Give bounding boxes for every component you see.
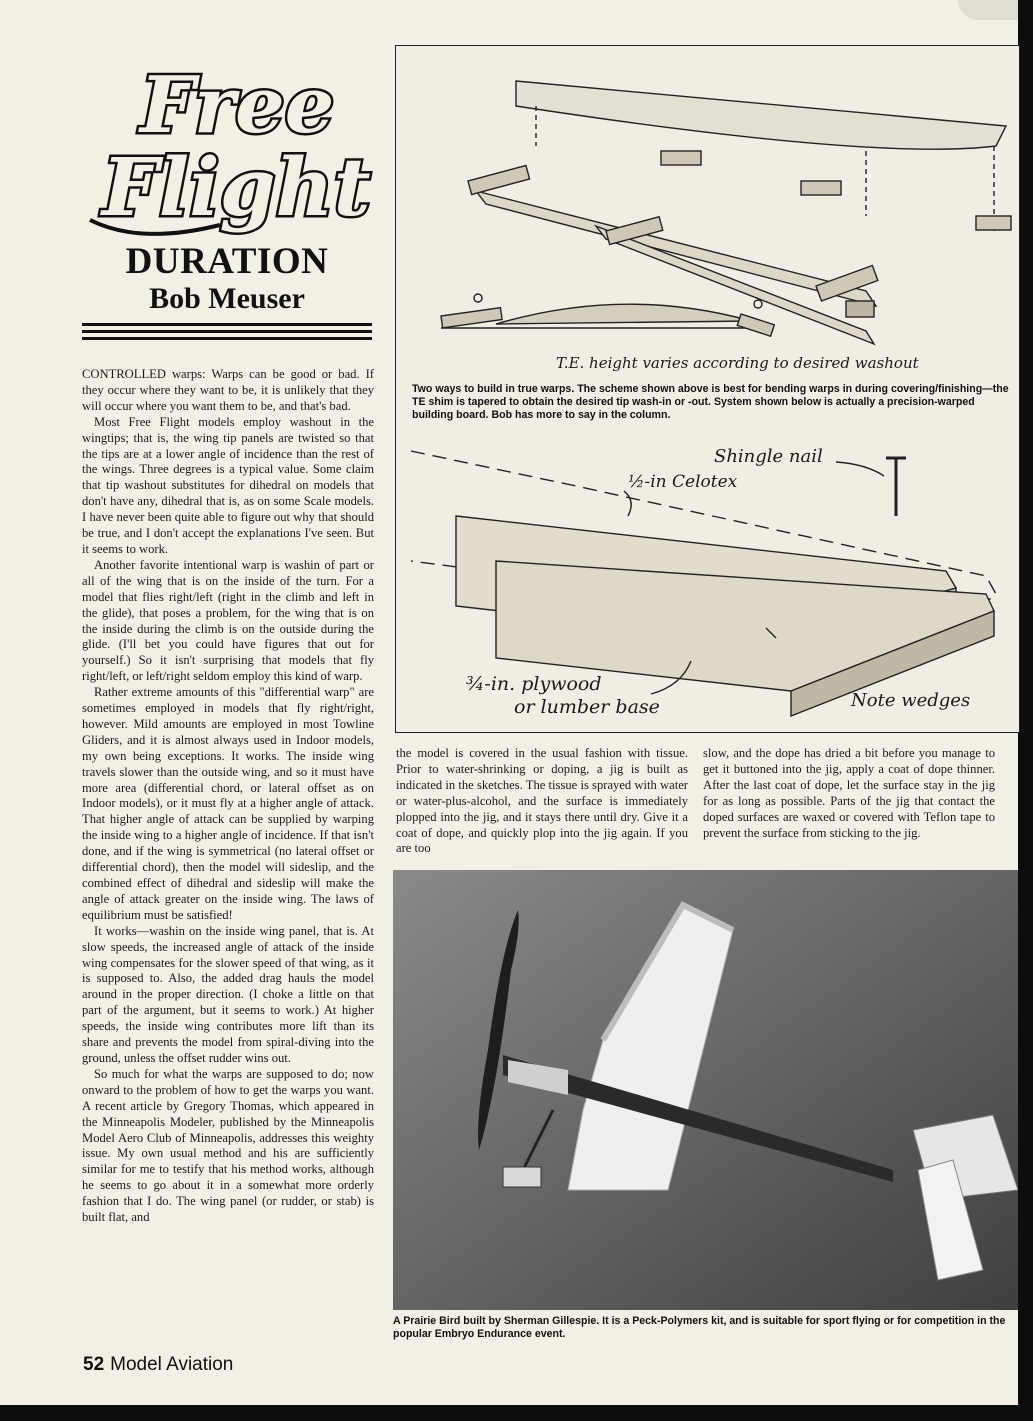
paragraph: So much for what the warps are supposed to do; now onward to the problem of how to get the warps you want. A recent article by Gregory Thomas, which appeared in the Minneapolis Modeler, published by the Minneapolis Model Aero Club of Minneapolis, addresses this weighty issue. My own usual method and his are sufficiently similar for me to testify that his method works, although he seems to go about it in a somewhat more orderly fashion that I do. The wing panel (or rudder, or stab) is built flat, and xyxy=(82,1066,374,1225)
article-column-3 xyxy=(703,746,995,841)
page-corner-fold xyxy=(958,0,1018,20)
label-celotex: ½-in Celotex xyxy=(628,472,738,492)
magazine-name: Model Aviation xyxy=(110,1354,234,1375)
airplane-illustration xyxy=(393,870,1018,1310)
article-byline: Bob Meuser xyxy=(149,282,305,315)
label-note-wedges: Note wedges xyxy=(851,690,971,711)
label-plywood-1: ¾-in. plywood xyxy=(466,673,602,695)
warp-jig-illustration xyxy=(395,45,1020,733)
figure-caption: Two ways to build in true warps. The scheme shown above is best for bending warps in during covering/finishing—the TE shim is tapered to obtain the desired tip wash-in or -out. System shown below is actually a precision-warped building board. Bob has more to say in the column. xyxy=(412,383,1009,421)
free-flight-logo xyxy=(80,40,375,240)
article-headline: DURATION xyxy=(125,241,329,282)
paragraph: slow, and the dope has dried a bit before you manage to get it buttoned into the jig, apply a coat of dope thinner. After the last coat of dope, let the surface stay in the jig for as long as possible. Parts of the jig that contact the doped surfaces are waxed or covered with Teflon tape to prevent the surface from sticking to the jig. xyxy=(703,746,995,840)
model-airplane-photo xyxy=(393,870,1018,1310)
logo-free: Free xyxy=(140,60,335,151)
label-shingle-nail: Shingle nail xyxy=(714,446,823,467)
label-plywood-2: or lumber base xyxy=(514,696,660,718)
header-rules xyxy=(82,323,372,344)
label-te-height: T.E. height varies according to desired washout xyxy=(556,354,919,372)
paragraph: CONTROLLED warps: Warps can be good or bad. If they occur where they want to be, it is unlikely that they will occur where you want them to be, and that's bad. xyxy=(82,367,374,413)
paragraph: the model is covered in the usual fashion with tissue. Prior to water-shrinking or doping, a jig is built as indicated in the sketches. The tissue is sprayed with water or water-plus-alcohol, and the surface is immediately plopped into the jig, and it stays there until dry. Give it a coat of dope, and quickly plop into the jig again. If you are too xyxy=(396,746,688,856)
paragraph: Most Free Flight models employ washout in the wingtips; that is, the wing tip panels are twisted so that the tips are at a lower angle of incidence than the rest of the wings. Three degrees is a typical value. Some claim that tip washout substitutes for dihedral on models that don't have any, dihedral that is, as on some Scale models. I have never been quite able to figure out why that should be true, and I don't accept the explanations I've seen. But it seems to work. xyxy=(82,414,374,556)
paragraph: Rather extreme amounts of this "differential warp" are sometimes employed in models that fly right/right, however. Mild amounts are employed in most Towline Gliders, and it is almost always used in Indoor models, my own being exceptions. It works. The inside wing travels slower than the outside wing, and so it must have more area (differential chord, or lateral offset as on Indoor models), or it must fly at a higher angle of attack. That higher angle of attack can be supplied by warping the inside wing to a higher angle of incidence. If that isn't done, and if the wing is symmetrical (no lateral offset or differential chord), then the model will sideslip, and the combined effect of dihedral and sideslip will make the angle of attack greater on the inside wing. The laws of equilibrium must be satisfied! xyxy=(82,685,374,922)
article-column-2 xyxy=(396,746,688,857)
article-column-1 xyxy=(82,367,374,1226)
page-folio xyxy=(83,1354,233,1376)
photo-caption: A Prairie Bird built by Sherman Gillespie. It is a Peck-Polymers kit, and is suitable for sport flying or for competition in the popular Embryo Endurance event. xyxy=(393,1315,1006,1340)
logo-flight: Flight xyxy=(102,140,371,234)
paragraph: It works—washin on the inside wing panel, that is. At slow speeds, the increased angle of attack of the inside wing compensates for the slower speed of that wing, as it is supposed to. Also, the added drag hauls the model around in the proper direction. (I choke a little on that part of the argument, but it seems to work.) At higher speeds, the inside wing contributes more lift than its share and prevents the model from spiral-diving into the ground, unless the offset rudder wins out. xyxy=(82,923,374,1065)
page-number: 52 xyxy=(83,1354,105,1375)
paragraph: Another favorite intentional warp is washin of part or all of the wing that is on the inside of the turn. For a model that flies right/left (right in the climb and left in the glide), that poses a problem, for the wing that is on the inside during the climb is on the outside during the glide. (I'll bet you could have figures that out for yourself.) So it isn't surprising that models that fly right/left, or left/right seldom employ this kind of warp. xyxy=(82,557,374,684)
